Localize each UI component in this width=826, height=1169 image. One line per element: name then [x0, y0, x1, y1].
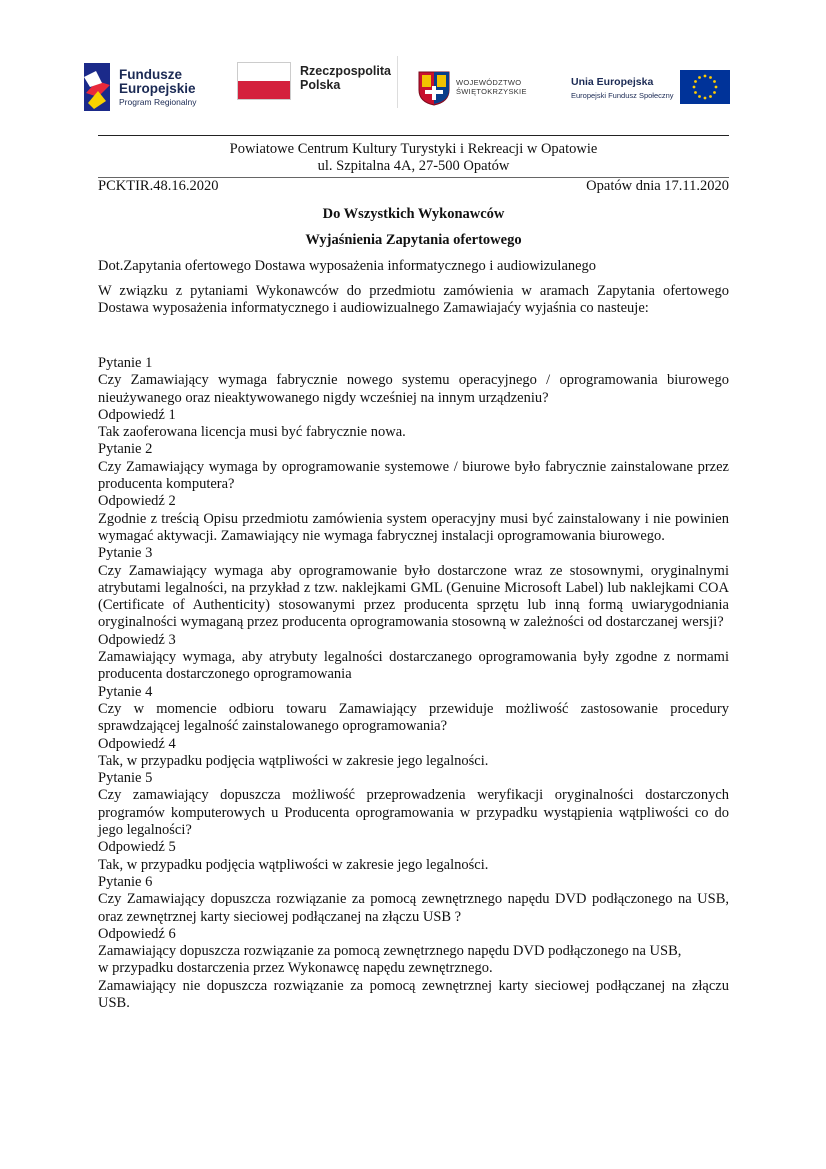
- fundusze-europejskie-logo: [84, 54, 214, 114]
- fe-line1: Fundusze: [119, 67, 182, 82]
- logo-divider: [397, 56, 398, 108]
- fe-star-icon: [84, 63, 110, 111]
- document-date: Opatów dnia 17.11.2020: [586, 178, 729, 194]
- qa-section: [98, 355, 729, 1012]
- answer-text: Zamawiający nie dopuszcza rozwiązanie za pomocą zewnętrznej karty sieciowej podłączanej na złączu USB.: [98, 977, 729, 1011]
- question-text: Czy zamawiający dopuszcza możliwość przeprowadzenia weryfikacji oryginalności dostarczonych programów komputerowych u Producenta oprogramowania w przypadku wystąpienia wątpliwości co do jego legalności?: [98, 787, 729, 839]
- question-label: Pytanie 1: [98, 355, 153, 371]
- ue-line1: Unia Europejska: [571, 76, 654, 88]
- question-text: Czy Zamawiający wymaga aby oprogramowanie było dostarczone wraz ze stosownymi, oryginalnymi atrybutami legalności, na przykład z tzw. naklejkami GML (Genuine Microsoft Label) lub naklejkami COA (Certificate of Authenticity) stosowanymi przez producenta sprzętu lub inną formą uwiarygodniania oryginalności wymaganą przez producenta oprogramowania stosowną w zależności od dostarczanej wersji?: [98, 562, 729, 631]
- rp-line1: Rzeczpospolita: [300, 64, 391, 78]
- answer-text: Zamawiający dopuszcza rozwiązanie za pomocą zewnętrznego napędu DVD podłączonego na USB,: [98, 943, 682, 960]
- question-text: Czy Zamawiający wymaga by oprogramowanie systemowe / biurowe było fabrycznie zainstalowane przez producenta komputera?: [98, 458, 729, 493]
- header-rule: [98, 135, 729, 136]
- answer-label: Odpowiedź 6: [98, 925, 176, 942]
- answer-label: Odpowiedź 4: [98, 735, 176, 752]
- addressee: Do Wszystkich Wykonawców: [322, 206, 505, 222]
- answer-text: Zgodnie z treścią Opisu przedmiotu zamówienia system operacyjny musi być zainstalowany i nie powinien wymagać aktywacji. Zamawiający nie wymaga fabrycznej instalacji oprogramowania biurowego.: [98, 510, 729, 544]
- org-address: ul. Szpitalna 4A, 27-500 Opatów: [317, 158, 510, 174]
- woj-line1: WOJEWÓDZTWO: [456, 78, 522, 87]
- fe-line3: Program Regionalny: [119, 97, 197, 107]
- question-label: Pytanie 4: [98, 683, 153, 700]
- question-label: Pytanie 5: [98, 770, 153, 787]
- answer-text: Zamawiający wymaga, aby atrybuty legalności dostarczanego oprogramowania były zgodne z normami producenta dostarczonego oprogramowania: [98, 649, 729, 683]
- fe-line2: Europejskie: [119, 81, 196, 96]
- polish-flag-icon: [237, 62, 291, 100]
- answer-text: Tak zaoferowana licencja musi być fabrycznie nowa.: [98, 424, 406, 441]
- question-label: Pytanie 2: [98, 441, 153, 458]
- answer-text: Tak, w przypadku podjęcia wątpliwości w zakresie jego legalności.: [98, 856, 489, 873]
- woj-line2: ŚWIĘTOKRZYSKIE: [456, 87, 527, 96]
- eu-flag-icon: [680, 70, 730, 104]
- answer-label: Odpowiedź 3: [98, 631, 176, 648]
- wojewodztwo-swietokrzyskie-logo: [418, 54, 538, 114]
- rp-line2: Polska: [300, 78, 341, 92]
- answer-text: w przypadku dostarczenia przez Wykonawcę napędu zewnętrznego.: [98, 960, 493, 977]
- ue-line2: Europejski Fundusz Społeczny: [571, 91, 674, 100]
- subject-line: Dot.Zapytania ofertowego Dostawa wyposażenia informatycznego i audiowizulanego: [98, 258, 597, 274]
- question-label: Pytanie 6: [98, 873, 153, 890]
- answer-label: Odpowiedź 5: [98, 839, 176, 856]
- rzeczpospolita-polska-logo: [234, 54, 394, 114]
- answer-label: Odpowiedź 1: [98, 406, 176, 423]
- unia-europejska-logo: [565, 54, 730, 114]
- org-name: Powiatowe Centrum Kultury Turystyki i Rekreacji w Opatowie: [229, 141, 598, 157]
- crest-icon: [418, 68, 450, 106]
- document-title: Wyjaśnienia Zapytania ofertowego: [305, 232, 522, 248]
- intro-paragraph: W związku z pytaniami Wykonawców do przedmiotu zamówienia w aramach Zapytania ofertowego Dostawa wyposażenia informatycznego i audiowizualnego Zamawiajaćy wyjaśnia co nasteuje:: [98, 283, 729, 317]
- question-text: Czy w momencie odbioru towaru Zamawiający przewiduje możliwość zastosowanie procedury sprawdzającej legalność zainstalowanego oprogramowania?: [98, 700, 729, 735]
- logo-bar: [84, 54, 730, 114]
- answer-text: Tak, w przypadku podjęcia wątpliwości w zakresie jego legalności.: [98, 752, 489, 769]
- question-label: Pytanie 3: [98, 545, 153, 562]
- reference-number: PCKTIR.48.16.2020: [98, 178, 219, 194]
- answer-label: Odpowiedź 2: [98, 493, 176, 510]
- question-text: Czy Zamawiający dopuszcza rozwiązanie za pomocą zewnętrznego napędu DVD podłączonego na USB, oraz zewnętrznej karty sieciowej podłączanej na złączu USB ?: [98, 891, 729, 925]
- question-text: Czy Zamawiający wymaga fabrycznie nowego systemu operacyjnego / oprogramowania biurowego nieużywanego oraz nieaktywowanego nigdy wcześniej na innym urządzeniu?: [98, 372, 729, 406]
